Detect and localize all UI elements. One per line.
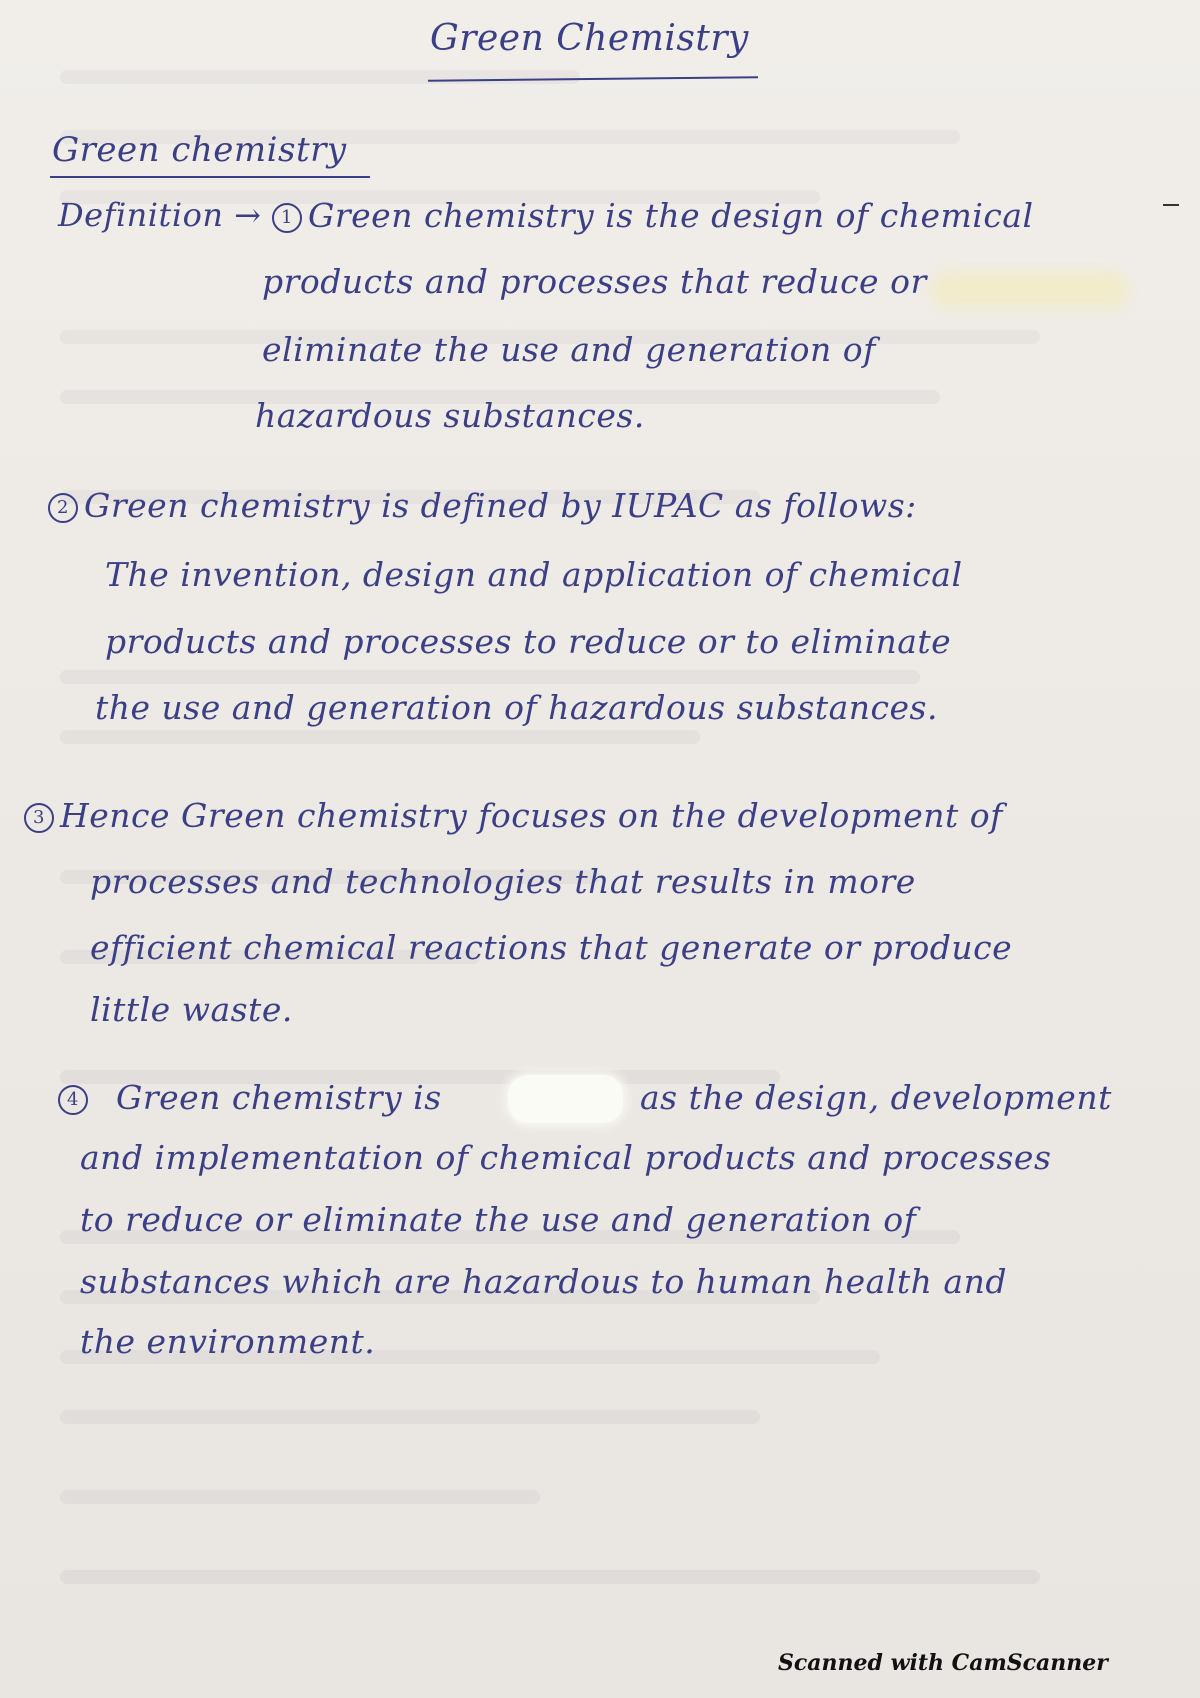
point-1-line-1	[272, 196, 1034, 235]
point-number: 4	[58, 1085, 88, 1115]
paper-stain	[930, 270, 1130, 310]
point-4-line-1a	[58, 1078, 442, 1117]
correction-fluid	[508, 1075, 623, 1123]
point-4-text-1a: Green chemistry is	[115, 1078, 442, 1117]
point-3-text-1: Hence Green chemistry focuses on the development of	[60, 796, 1003, 835]
point-4-line-3: to reduce or eliminate the use and generation of	[80, 1200, 917, 1239]
point-4-line-5: the environment.	[80, 1322, 376, 1361]
heading-underline	[50, 176, 370, 178]
scanner-watermark: Scanned with CamScanner	[778, 1650, 1108, 1676]
point-number: 3	[24, 803, 54, 833]
edge-mark	[1163, 204, 1179, 206]
page-title: Green Chemistry	[430, 18, 749, 59]
point-3-line-2: processes and technologies that results in more	[90, 862, 916, 901]
point-1-line-2: products and processes that reduce or	[262, 262, 927, 301]
point-2-line-4: the use and generation of hazardous substances.	[95, 688, 938, 727]
point-4-line-2: and implementation of chemical products and processes	[80, 1138, 1052, 1177]
point-2-line-3: products and processes to reduce or to eliminate	[105, 622, 952, 661]
section-heading: Green chemistry	[52, 130, 347, 170]
point-2-line-1	[48, 486, 917, 525]
point-number: 2	[48, 493, 78, 523]
point-4-line-1b: as the design, development	[640, 1078, 1112, 1117]
definition-label	[58, 196, 261, 234]
point-2-line-2: The invention, design and application of chemical	[105, 555, 963, 594]
definition-label-text: Definition →	[58, 196, 262, 234]
point-3-line-1	[24, 796, 1003, 835]
point-1-text-1: Green chemistry is the design of chemical	[308, 196, 1034, 235]
point-3-line-3: efficient chemical reactions that generate or produce	[90, 928, 1013, 967]
point-number: 1	[272, 203, 302, 233]
point-1-line-3: eliminate the use and generation of	[262, 330, 876, 369]
point-3-line-4: little waste.	[90, 990, 293, 1029]
point-4-line-4: substances which are hazardous to human health and	[80, 1262, 1007, 1301]
point-1-line-4: hazardous substances.	[255, 396, 645, 435]
point-2-text-1: Green chemistry is defined by IUPAC as follows:	[84, 486, 917, 525]
